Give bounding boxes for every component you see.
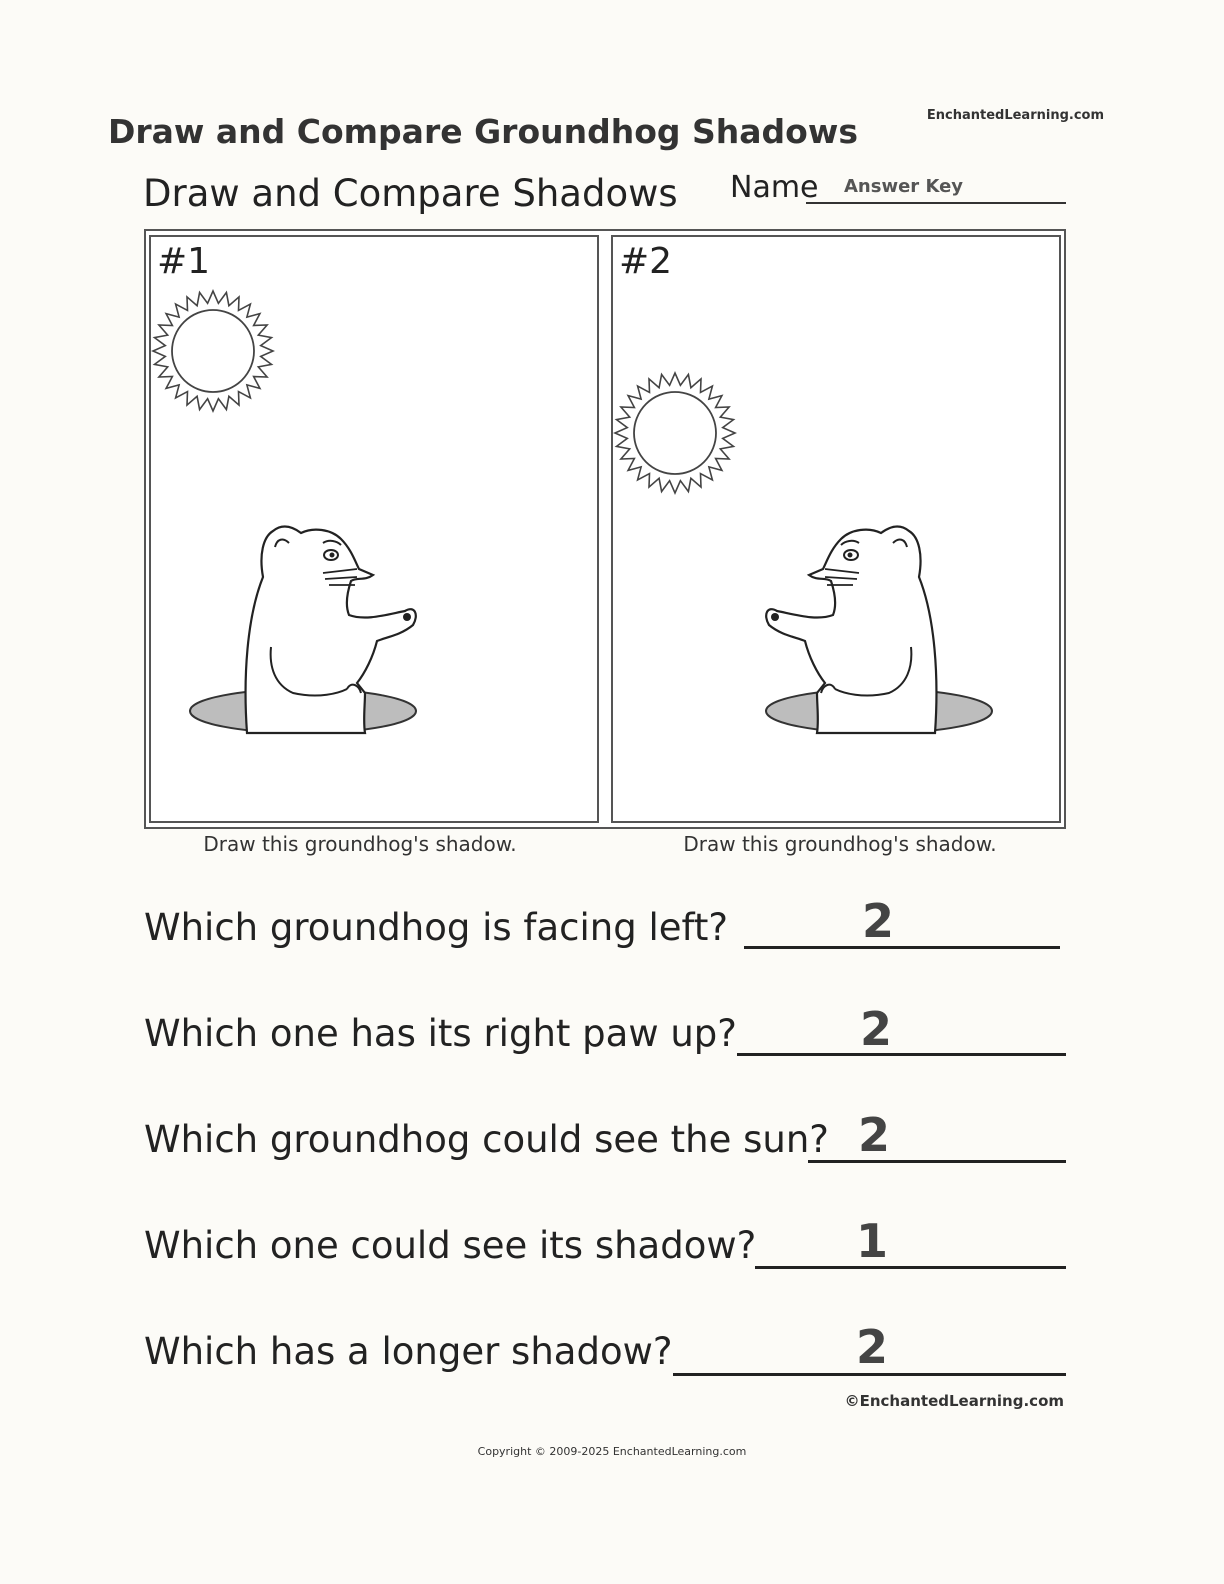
groundhog-icon [190,527,416,733]
panel-number: #2 [619,241,673,282]
site-link[interactable]: EnchantedLearning.com [926,108,1104,123]
name-line [806,202,1066,204]
panel-2-caption: Draw this groundhog's shadow. [683,832,997,856]
sun-icon [615,373,735,493]
answer-line [755,1266,1066,1269]
answer-1: 2 [861,894,894,948]
question-4: Which one could see its shadow? [144,1224,757,1267]
panel-1 [149,235,599,823]
answer-line [737,1053,1066,1056]
answer-2: 2 [859,1002,892,1056]
answer-3: 2 [857,1108,890,1162]
panel-2 [611,235,1061,823]
question-3: Which groundhog could see the sun? [144,1118,829,1161]
name-label: Name [730,170,819,205]
answer-line [808,1160,1066,1163]
panel-1-drawing [151,237,597,821]
copyright: Copyright © 2009-2025 EnchantedLearning.com [477,1445,747,1458]
panel-1-caption: Draw this groundhog's shadow. [203,832,517,856]
question-2: Which one has its right paw up? [144,1012,737,1055]
question-5: Which has a longer shadow? [144,1330,673,1373]
panel-2-drawing [613,237,1059,821]
worksheet-credit: ©EnchantedLearning.com [844,1392,1064,1410]
question-1: Which groundhog is facing left? [144,906,729,949]
groundhog-icon [766,527,992,733]
answer-4: 1 [855,1214,888,1268]
answer-5: 2 [855,1320,888,1374]
answer-line [744,946,1060,949]
panel-number: #1 [157,241,211,282]
worksheet-subtitle: Draw and Compare Shadows [143,172,678,215]
page-title: Draw and Compare Groundhog Shadows [108,112,858,151]
sun-icon [153,291,273,411]
name-value: Answer Key [844,176,964,197]
